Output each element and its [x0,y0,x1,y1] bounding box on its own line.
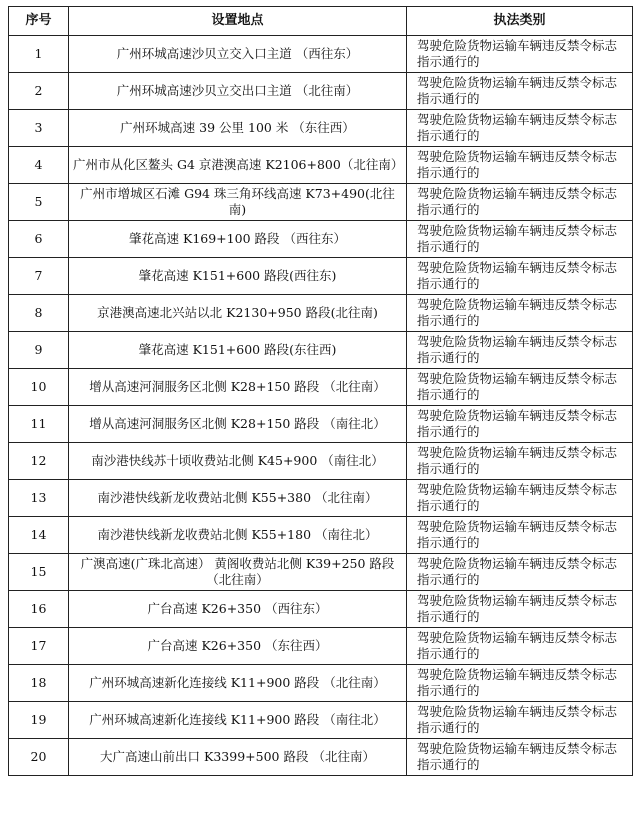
table-row [9,73,633,110]
cell-category: 驾驶危险货物运输车辆违反禁令标志指示通行的 [407,554,633,591]
cell-no: 13 [9,480,69,517]
cell-no: 12 [9,443,69,480]
cell-location: 肇花高速 K169+100 路段 （西往东） [69,221,407,258]
table-row [9,295,633,332]
cell-category: 驾驶危险货物运输车辆违反禁令标志指示通行的 [407,36,633,73]
cell-no: 20 [9,739,69,776]
cell-no: 2 [9,73,69,110]
table-row [9,36,633,73]
cell-no: 6 [9,221,69,258]
cell-no: 8 [9,295,69,332]
table-row [9,628,633,665]
header-category: 执法类别 [407,7,633,36]
cell-category: 驾驶危险货物运输车辆违反禁令标志指示通行的 [407,628,633,665]
cell-location: 增从高速河洞服务区北侧 K28+150 路段 （北往南） [69,369,407,406]
cell-category: 驾驶危险货物运输车辆违反禁令标志指示通行的 [407,702,633,739]
cell-location: 广州市从化区鳌头 G4 京港澳高速 K2106+800（北往南） [69,147,407,184]
cell-category: 驾驶危险货物运输车辆违反禁令标志指示通行的 [407,369,633,406]
cell-no: 17 [9,628,69,665]
cell-location: 广澳高速(广珠北高速） 黄阁收费站北侧 K39+250 路段 （北往南） [69,554,407,591]
cell-category: 驾驶危险货物运输车辆违反禁令标志指示通行的 [407,184,633,221]
table-body [9,36,633,776]
cell-category: 驾驶危险货物运输车辆违反禁令标志指示通行的 [407,480,633,517]
table-row [9,369,633,406]
cell-no: 4 [9,147,69,184]
cell-category: 驾驶危险货物运输车辆违反禁令标志指示通行的 [407,665,633,702]
cell-location: 肇花高速 K151+600 路段(东往西) [69,332,407,369]
cell-no: 15 [9,554,69,591]
cell-location: 南沙港快线新龙收费站北侧 K55+380 （北往南） [69,480,407,517]
cell-location: 广州环城高速新化连接线 K11+900 路段 （南往北） [69,702,407,739]
table-row [9,554,633,591]
cell-category: 驾驶危险货物运输车辆违反禁令标志指示通行的 [407,443,633,480]
cell-location: 广州环城高速 39 公里 100 米 （东往西） [69,110,407,147]
cell-category: 驾驶危险货物运输车辆违反禁令标志指示通行的 [407,517,633,554]
cell-location: 增从高速河洞服务区北侧 K28+150 路段 （南往北） [69,406,407,443]
cell-no: 18 [9,665,69,702]
cell-location: 广州环城高速沙贝立交入口主道 （西往东） [69,36,407,73]
cell-location: 广州环城高速沙贝立交出口主道 （北往南） [69,73,407,110]
cell-location: 大广高速山前出口 K3399+500 路段 （北往南） [69,739,407,776]
cell-location: 广州环城高速新化连接线 K11+900 路段 （北往南） [69,665,407,702]
cell-no: 10 [9,369,69,406]
enforcement-locations-table [8,6,633,776]
table-row [9,443,633,480]
cell-category: 驾驶危险货物运输车辆违反禁令标志指示通行的 [407,73,633,110]
cell-no: 3 [9,110,69,147]
table-row [9,221,633,258]
table-row [9,591,633,628]
cell-category: 驾驶危险货物运输车辆违反禁令标志指示通行的 [407,332,633,369]
cell-location: 广台高速 K26+350 （西往东） [69,591,407,628]
table-row [9,517,633,554]
cell-category: 驾驶危险货物运输车辆违反禁令标志指示通行的 [407,147,633,184]
cell-location: 南沙港快线苏十顷收费站北侧 K45+900 （南往北） [69,443,407,480]
cell-location: 肇花高速 K151+600 路段(西往东) [69,258,407,295]
cell-no: 7 [9,258,69,295]
cell-category: 驾驶危险货物运输车辆违反禁令标志指示通行的 [407,221,633,258]
cell-category: 驾驶危险货物运输车辆违反禁令标志指示通行的 [407,739,633,776]
cell-no: 9 [9,332,69,369]
cell-category: 驾驶危险货物运输车辆违反禁令标志指示通行的 [407,110,633,147]
cell-no: 11 [9,406,69,443]
header-no: 序号 [9,7,69,36]
cell-category: 驾驶危险货物运输车辆违反禁令标志指示通行的 [407,406,633,443]
cell-no: 19 [9,702,69,739]
table-row [9,406,633,443]
cell-location: 广州市增城区石滩 G94 珠三角环线高速 K73+490(北往南) [69,184,407,221]
table-row [9,702,633,739]
cell-category: 驾驶危险货物运输车辆违反禁令标志指示通行的 [407,591,633,628]
cell-category: 驾驶危险货物运输车辆违反禁令标志指示通行的 [407,295,633,332]
cell-no: 5 [9,184,69,221]
header-location: 设置地点 [69,7,407,36]
table-row [9,739,633,776]
table-row [9,110,633,147]
cell-no: 16 [9,591,69,628]
table-header-row [9,7,633,36]
table-row [9,480,633,517]
cell-location: 广台高速 K26+350 （东往西） [69,628,407,665]
cell-location: 京港澳高速北兴站以北 K2130+950 路段(北往南) [69,295,407,332]
cell-no: 14 [9,517,69,554]
table-row [9,258,633,295]
cell-category: 驾驶危险货物运输车辆违反禁令标志指示通行的 [407,258,633,295]
table-row [9,147,633,184]
cell-no: 1 [9,36,69,73]
table-row [9,665,633,702]
table-row [9,332,633,369]
table-row [9,184,633,221]
cell-location: 南沙港快线新龙收费站北侧 K55+180 （南往北） [69,517,407,554]
